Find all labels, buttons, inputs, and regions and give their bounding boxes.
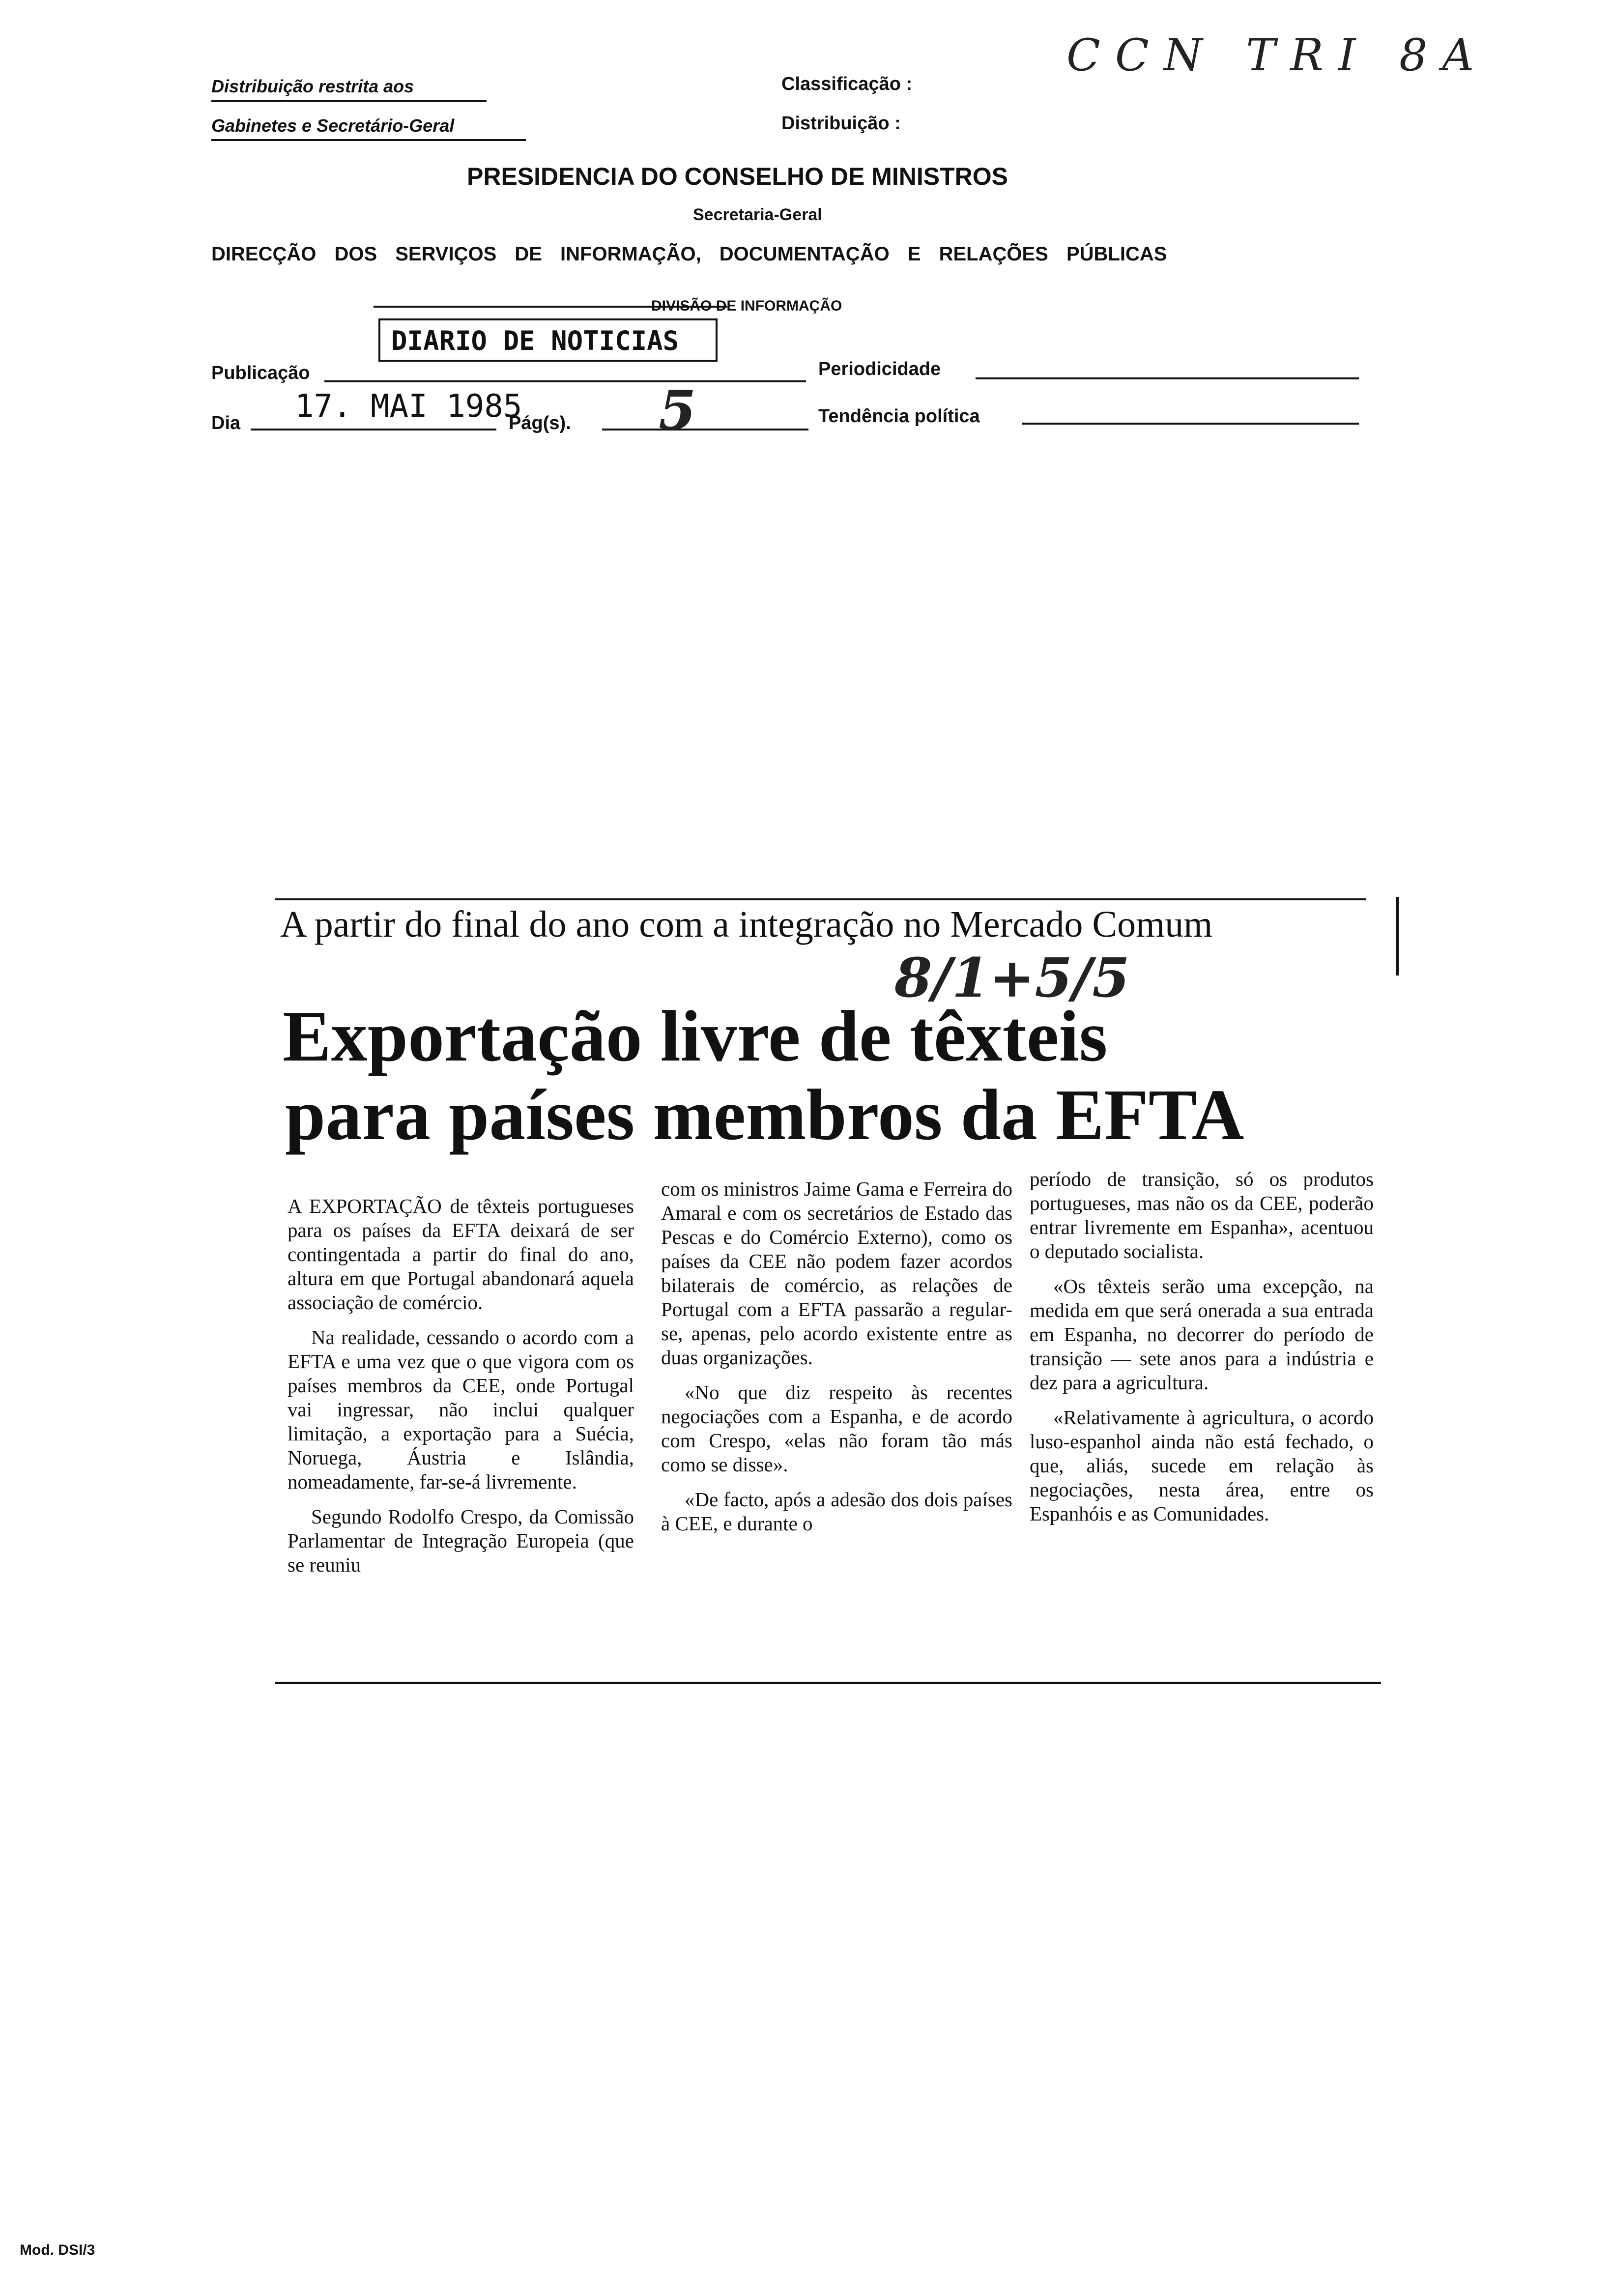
distribution-label: Distribuição :: [781, 113, 901, 134]
pages-label: Pág(s).: [509, 413, 571, 433]
day-field-line: [251, 429, 496, 430]
paragraph: «Os têxteis serão uma excepção, na medida em que será onerada a sua entrada em Espanha, no decorrer do período de transição — sete anos para a indústria e dez para a agricultura.: [1030, 1275, 1374, 1394]
pages-field-line: [602, 429, 808, 430]
publication-stamp-box: [378, 318, 718, 362]
article-column-2: [661, 1177, 1012, 1547]
headline-line1: Exportação livre de têxteis: [283, 996, 1108, 1077]
underline: [211, 139, 526, 141]
institution-title: PRESIDENCIA DO CONSELHO DE MINISTROS: [467, 163, 1008, 190]
underline: [211, 100, 487, 102]
article-kicker: A partir do final do ano com a integração no Mercado Comum: [280, 904, 1213, 945]
division-label: DIVISÃO DE INFORMAÇÃO: [651, 298, 842, 314]
clipping-edge: [1396, 897, 1399, 976]
paragraph: período de transição, só os produtos portugueses, mas não os da CEE, poderão entrar livremente em Espanha», acentuou o deputado socialista.: [1030, 1168, 1374, 1263]
restricted-distribution-line1: Distribuição restrita aos: [211, 76, 414, 96]
periodicity-field-line: [976, 377, 1359, 379]
paragraph: «De facto, após a adesão dos dois países à CEE, e durante o: [661, 1488, 1012, 1535]
paragraph: A EXPORTAÇÃO de têxteis portugueses para os países da EFTA deixará de ser contingentada a partir do final do ano, altura em que Portugal abandonará aquela associação de comércio.: [288, 1195, 634, 1314]
restricted-distribution-line2: Gabinetes e Secretário-Geral: [211, 115, 455, 136]
political-tendency-field-line: [1022, 423, 1359, 425]
article-column-1: [288, 1194, 634, 1588]
publication-label: Publicação: [211, 363, 310, 383]
paragraph: Segundo Rodolfo Crespo, da Comissão Parlamentar de Integração Europeia (que se reuniu: [288, 1505, 634, 1576]
political-tendency-label: Tendência política: [818, 406, 980, 427]
publication-field-line: [324, 380, 806, 382]
page-number-handwritten: 5: [659, 378, 696, 442]
article-column-3: [1030, 1167, 1374, 1537]
paragraph: «Relativamente à agricultura, o acordo luso-espanhol ainda não está fechado, o que, aliás, sucede em relação às negociações, nesta área, entre os Espanhóis e as Comunidades.: [1030, 1406, 1374, 1525]
periodicity-label: Periodicidade: [818, 359, 941, 379]
paragraph: «No que diz respeito às recentes negociações com a Espanha, e de acordo com Crespo, «elas não foram tão más como se disse».: [661, 1381, 1012, 1476]
handwritten-code: 8/1+5/5: [894, 946, 1130, 1009]
date-stamp: 17. MAI 1985: [295, 388, 522, 425]
clipping-bottom-rule: [275, 1682, 1381, 1684]
classification-label: Classificação :: [781, 74, 913, 94]
paragraph: com os ministros Jaime Gama e Ferreira do Amaral e com os secretários de Estado das Pescas e do Comércio Externo), como os países da CEE não podem fazer acordos bilaterais de comércio, as relações de Portugal com a EFTA passarão a regular-se, apenas, pelo acordo existente entre as duas organizações.: [661, 1177, 1012, 1369]
form-code: Mod. DSI/3: [20, 2242, 95, 2258]
publication-stamp: DIARIO DE NOTICIAS: [391, 325, 679, 356]
secretariat-subtitle: Secretaria-Geral: [693, 205, 822, 224]
handwritten-annotation-top: CCN TRI 8A: [1066, 29, 1489, 81]
clipping-top-rule: [275, 898, 1366, 900]
headline-line2: para países membros da EFTA: [285, 1075, 1244, 1155]
paragraph: Na realidade, cessando o acordo com a EFTA e uma vez que o que vigora com os países membros da CEE, onde Portugal vai ingressar, não inclui qualquer limitação, a exportação para a Suécia, Noruega, Áustria e Islândia, nomeadamente, far-se-á livremente.: [288, 1326, 634, 1493]
directorate-title: DIRECÇÃO DOS SERVIÇOS DE INFORMAÇÃO, DOCUMENTAÇÃO E RELAÇÕES PÚBLICAS: [211, 243, 1167, 265]
day-label: Dia: [211, 413, 241, 433]
